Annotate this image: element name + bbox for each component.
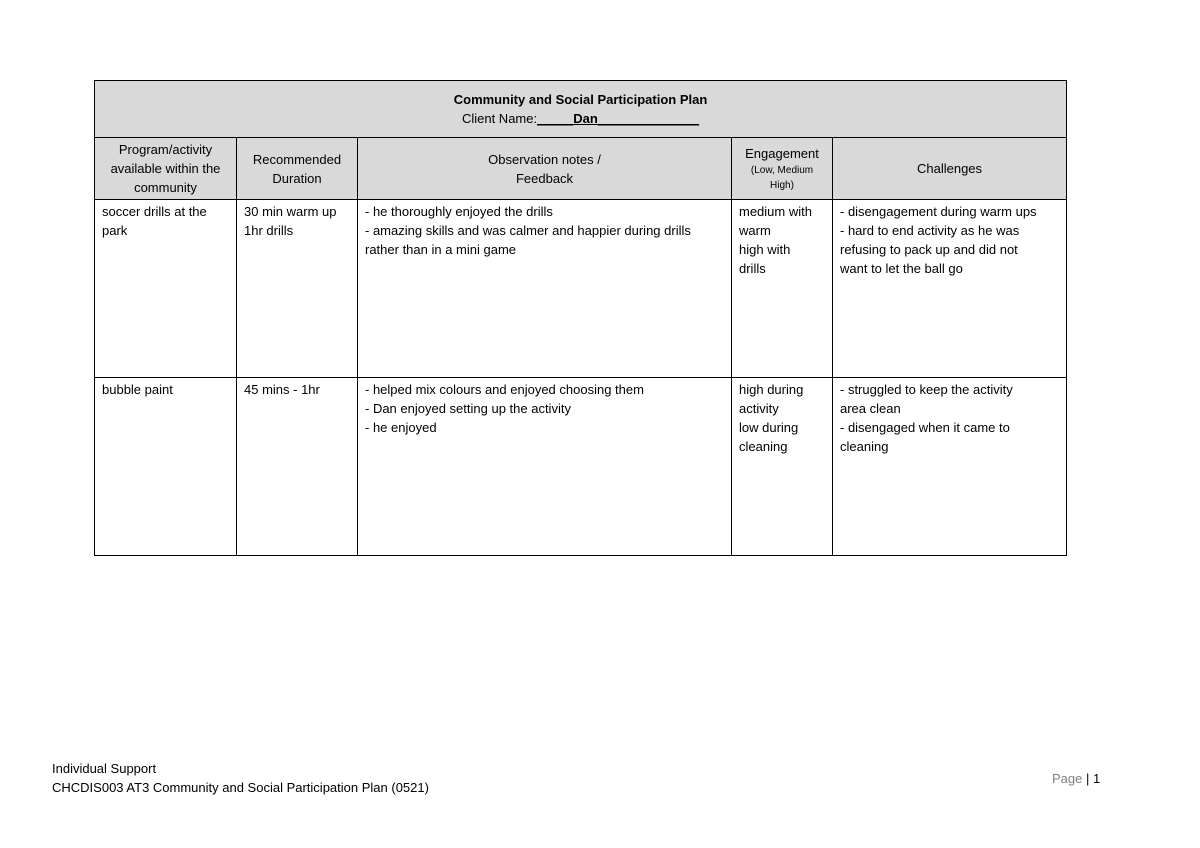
header-engagement-scale: (Low, Medium: [750, 165, 814, 176]
cell-line: warm: [739, 223, 771, 238]
cell-challenges: [833, 378, 1067, 556]
cell-engagement: [732, 378, 833, 556]
cell-line: 45 mins - 1hr: [244, 382, 320, 397]
client-blank-after: ______________: [597, 111, 700, 126]
cell-duration: [237, 378, 358, 556]
cell-line: - hard to end activity as he was: [840, 223, 1020, 238]
cell-line: soccer drills at the: [102, 204, 207, 219]
header-observation: [358, 138, 732, 200]
cell-line: - disengagement during warm ups: [840, 204, 1037, 219]
client-name-label: Client Name:: [461, 111, 538, 126]
table-row: [95, 378, 1067, 556]
cell-line: low during: [739, 420, 799, 435]
cell-line: rather than in a mini game: [365, 242, 517, 257]
cell-observation: [358, 200, 732, 378]
client-blank-before: _____: [537, 111, 574, 126]
cell-line: park: [102, 223, 128, 238]
page-separator: |: [1086, 771, 1090, 786]
cell-line: high with: [739, 242, 791, 257]
header-engagement-label: Engagement: [745, 146, 819, 161]
cell-line: - amazing skills and was calmer and happier during drills: [365, 223, 691, 238]
page-number: [1052, 769, 1100, 788]
header-duration-line: Recommended: [252, 151, 342, 167]
header-challenges: Challenges: [833, 138, 1067, 200]
cell-line: medium with: [739, 204, 812, 219]
client-name-line: [95, 109, 1066, 128]
cell-line: 30 min warm up: [244, 204, 337, 219]
cell-line: drills: [739, 261, 766, 276]
cell-line: refusing to pack up and did not: [840, 242, 1018, 257]
header-duration: [237, 138, 358, 200]
cell-observation: [358, 378, 732, 556]
header-observation-line: Feedback: [515, 170, 574, 186]
cell-challenges: [833, 200, 1067, 378]
cell-line: activity: [739, 401, 779, 416]
client-name-value: Dan: [573, 111, 598, 126]
table-row: [95, 200, 1067, 378]
participation-plan-table: [94, 80, 1067, 556]
cell-line: - he enjoyed: [365, 420, 437, 435]
table-title-row: [95, 81, 1067, 138]
cell-engagement: [732, 200, 833, 378]
cell-line: - Dan enjoyed setting up the activity: [365, 401, 571, 416]
header-program-line: Program/activity: [118, 142, 213, 157]
cell-line: - disengaged when it came to: [840, 420, 1010, 435]
cell-line: - helped mix colours and enjoyed choosing them: [365, 382, 644, 397]
cell-line: cleaning: [739, 439, 788, 454]
cell-line: bubble paint: [102, 382, 173, 397]
page-number-value: 1: [1093, 771, 1101, 786]
cell-line: area clean: [840, 401, 901, 416]
table-header-row: [95, 138, 1067, 200]
header-engagement: [732, 138, 833, 200]
header-program: [95, 138, 237, 200]
header-program-line: community: [134, 180, 197, 195]
cell-line: - struggled to keep the activity: [840, 382, 1013, 397]
table-title-cell: [95, 81, 1067, 138]
cell-program: [95, 378, 237, 556]
header-program-line: available within the: [110, 161, 221, 176]
cell-program: [95, 200, 237, 378]
cell-duration: [237, 200, 358, 378]
cell-line: cleaning: [840, 439, 889, 454]
page-label: Page: [1052, 771, 1083, 786]
footer-document-code: CHCDIS003 AT3 Community and Social Participation Plan (0521): [52, 780, 429, 795]
footer-unit-title: Individual Support: [52, 761, 157, 776]
cell-line: 1hr drills: [244, 223, 294, 238]
plan-title: Community and Social Participation Plan: [453, 92, 708, 107]
cell-line: high during: [739, 382, 804, 397]
page-footer: [52, 759, 429, 797]
header-observation-line: Observation notes /: [488, 151, 601, 167]
cell-line: want to let the ball go: [840, 261, 963, 276]
cell-line: - he thoroughly enjoyed the drills: [365, 204, 553, 219]
header-duration-line: Duration: [272, 170, 322, 186]
header-engagement-scale: High): [770, 180, 794, 191]
